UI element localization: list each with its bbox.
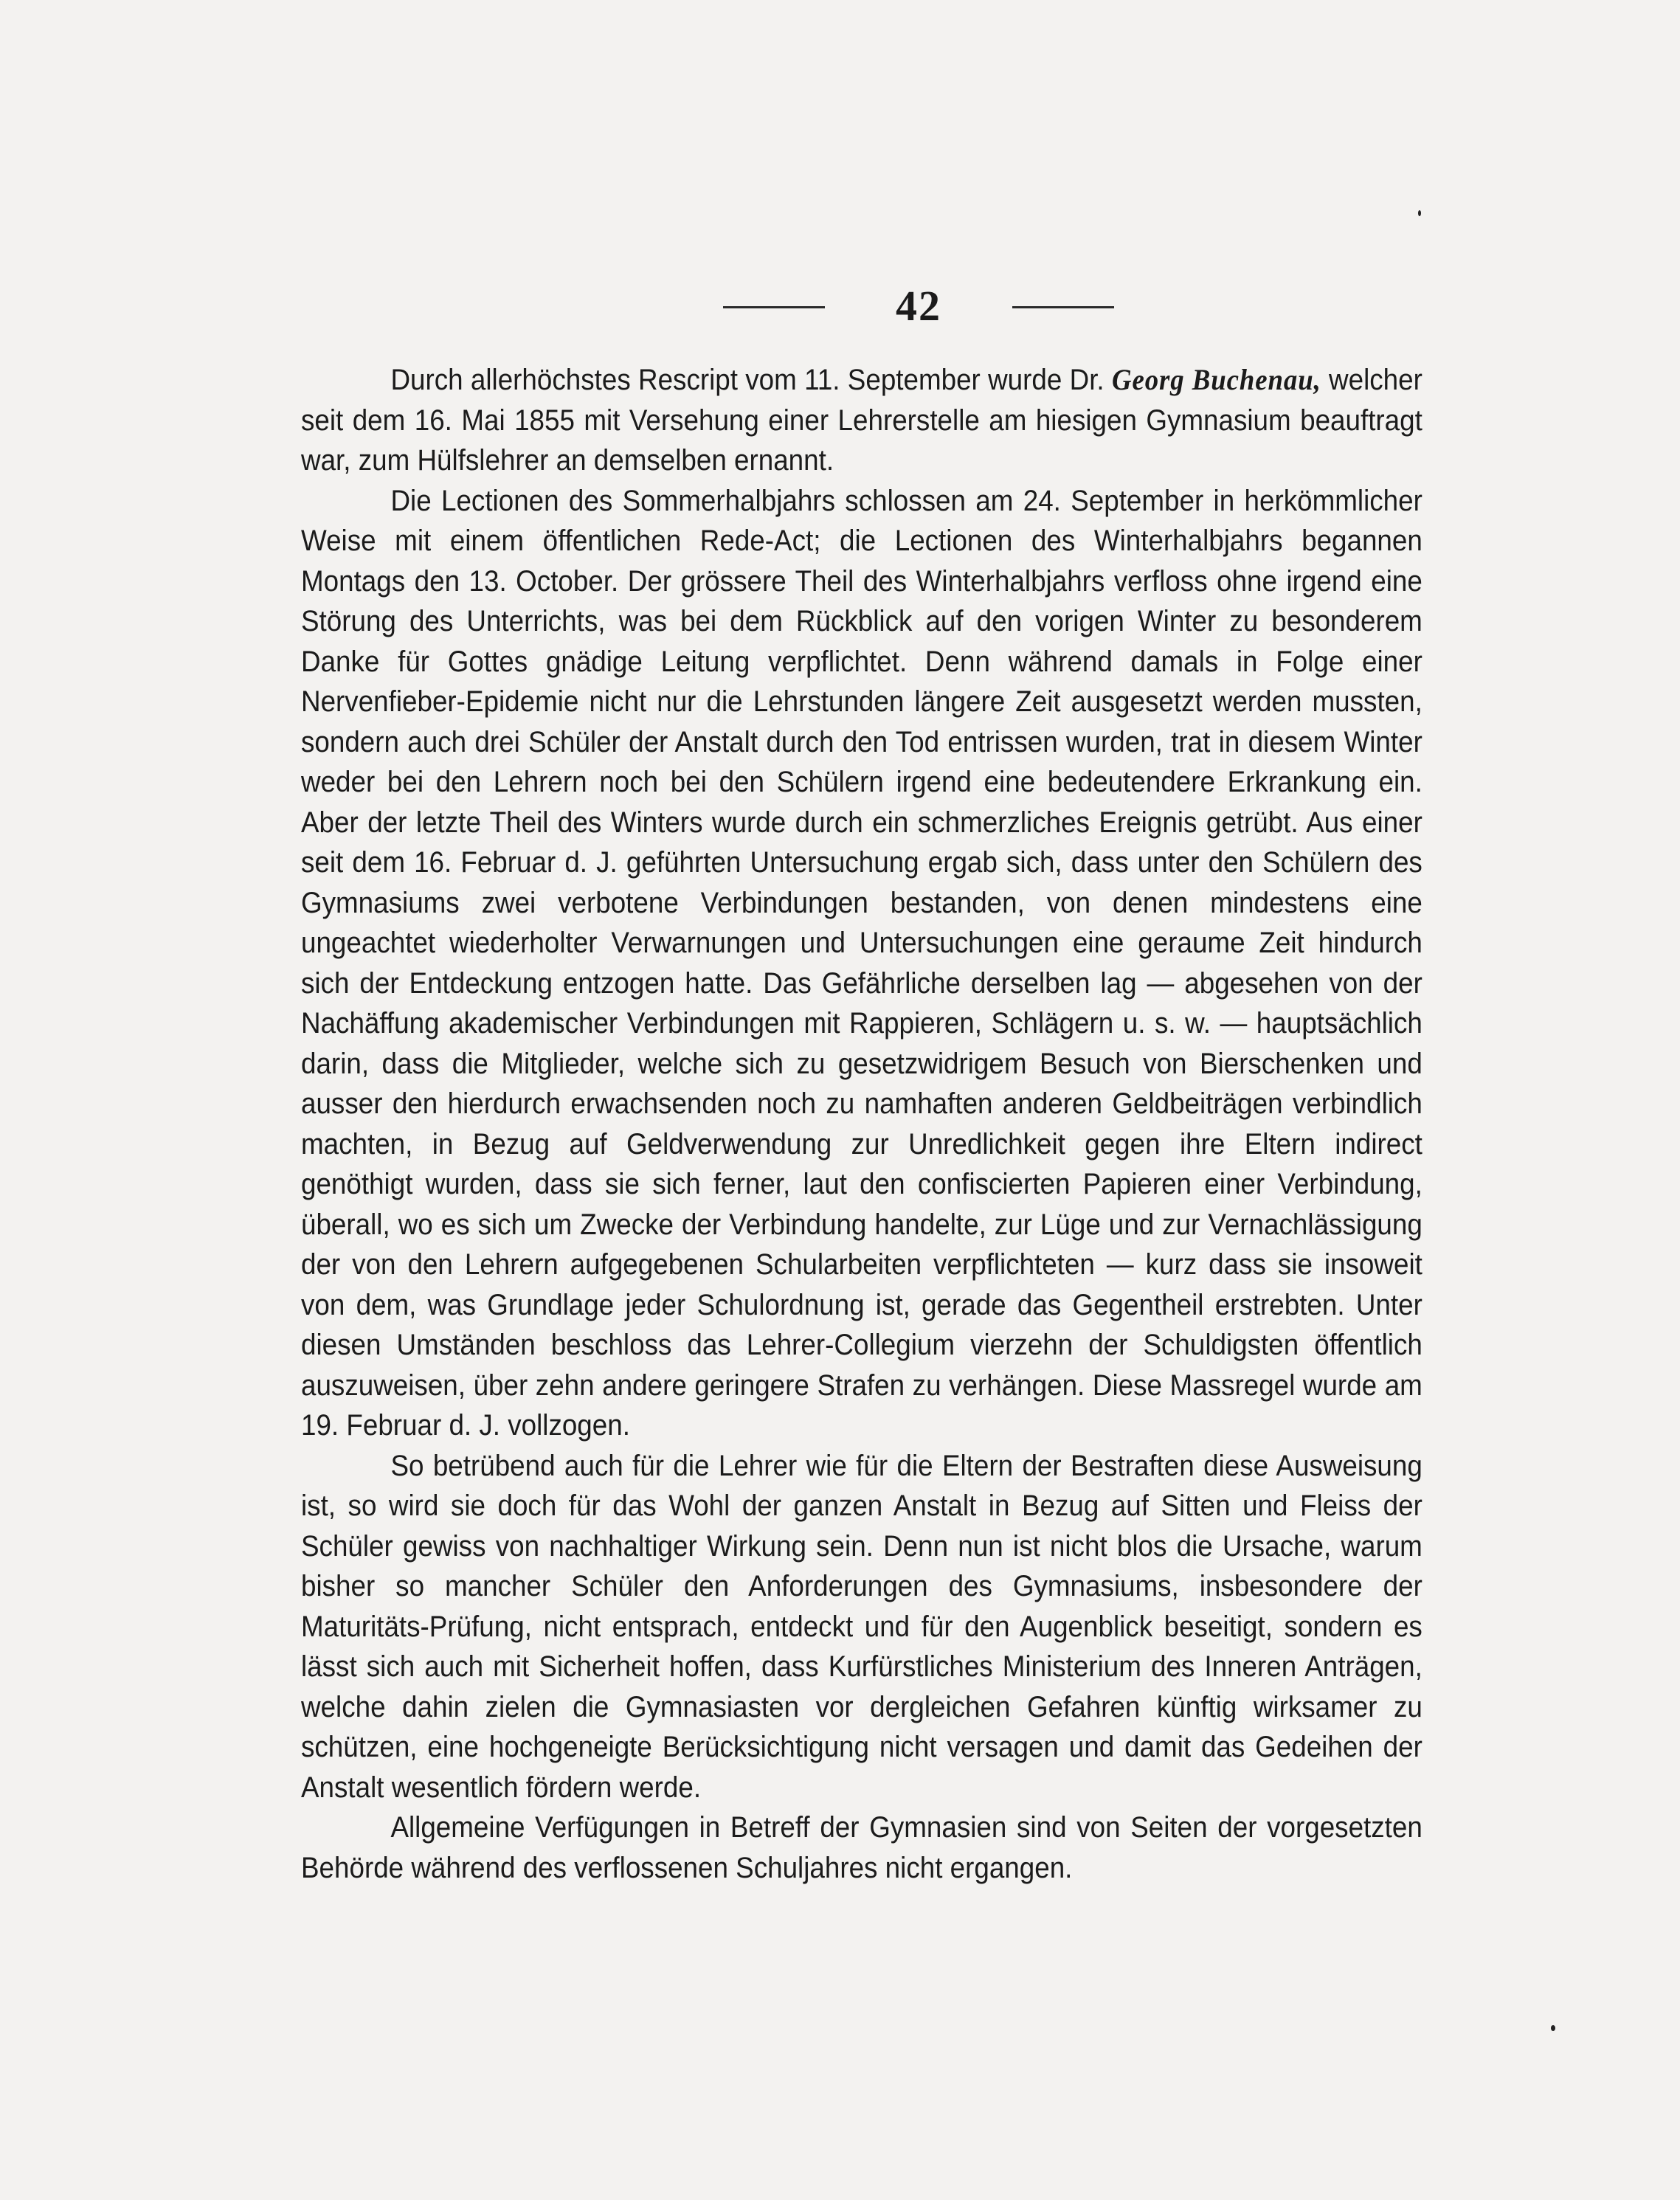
paragraph-appointment-rest: welcher seit dem 16. Mai 1855 mit Versehung einer Lehrerstelle am hiesigen Gymnasium beauftragt war, zum Hülfslehrer an demselben ernannt. bbox=[301, 364, 1423, 477]
header-rule-right bbox=[1012, 306, 1114, 308]
paragraph-lessons: Die Lectionen des Sommerhalbjahrs schlossen am 24. September in herkömmlicher Weise mit einem öffentlichen Rede-Act; die Lectionen des Winterhalbjahrs begannen Montags den 13. October. Der grössere Theil des Winterhalbjahrs verfloss ohne irgend eine Störung des Unterrichts, was bei dem Rückblick auf den vorigen Winter zu besonderem Danke für Gottes gnädige Leitung verpflichtet. Denn während damals in Folge einer Nervenfieber-Epidemie nicht nur die Lehrstunden längere Zeit ausgesetzt werden mussten, sondern auch drei Schüler der Anstalt durch den Tod entrissen wurden, trat in diesem Winter weder bei den Lehrern noch bei den Schülern irgend eine bedeutendere Erkrankung ein. Aber der letzte Theil des Winters wurde durch ein schmerzliches Ereignis getrübt. Aus einer seit dem 16. Februar d. J. geführten Untersuchung ergab sich, dass unter den Schülern des Gymnasiums zwei verbotene Verbindungen bestanden, von denen mindestens eine ungeachtet wiederholter Verwarnungen und Untersuchungen eine geraume Zeit hindurch sich der Entdeckung entzogen hatte. Das Gefährliche derselben lag — abgesehen von der Nachäffung akademischer Verbindungen mit Rappieren, Schlägern u. s. w. — hauptsächlich darin, dass die Mitglieder, welche sich zu gesetzwidrigem Besuch von Bierschenken und ausser den hierdurch erwachsenden noch zu namhaften anderen Geldbeiträgen verbindlich machten, in Bezug auf Geldverwendung zur Unredlichkeit gegen ihre Eltern indirect genöthigt wurden, dass sie sich ferner, laut den confiscierten Papieren einer Verbindung, überall, wo es sich um Zwecke der Verbindung handelte, zur Lüge und zur Vernachlässigung der von den Lehrern aufgegebenen Schularbeiten verpflichteten — kurz dass sie insoweit von dem, was Grundlage jeder Schulordnung ist, gerade das Gegentheil erstrebten. Unter diesen Umständen beschloss das Lehrer-Collegium vierzehn der Schuldigsten öffentlich auszuweisen, über zehn andere geringere Strafen zu verhängen. Diese Massregel wurde am 19. Februar d. J. vollzogen. bbox=[301, 484, 1423, 1442]
paper-speck bbox=[1551, 2025, 1555, 2031]
paragraph-expulsion-effects: So betrübend auch für die Lehrer wie für die Eltern der Bestraften diese Ausweisung ist, so wird sie doch für das Wohl der ganzen Anstalt in Bezug auf Sitten und Fleiss der Schüler gewiss von nachhaltiger Wirkung sein. Denn nun ist nicht blos die Ursache, warum bisher so mancher Schüler den Anforderungen des Gymnasiums, insbesondere der Maturitäts-Prüfung, nicht entsprach, entdeckt und für den Augenblick beseitigt, sondern es lässt sich auch mit Sicherheit hoffen, dass Kurfürstliches Ministerium des Inneren Anträgen, welche dahin zielen die Gymnasiasten vor dergleichen Gefahren künftig wirksamer zu schützen, eine hochgeneigte Berücksichtigung nicht versagen und damit das Gedeihen der Anstalt wesentlich fördern werde. bbox=[301, 1449, 1423, 1804]
paper-speck bbox=[1418, 210, 1421, 216]
paragraph-appointment bbox=[301, 360, 1423, 481]
header-rule-left bbox=[723, 306, 825, 308]
body-text bbox=[301, 360, 1423, 1888]
paragraph-general-orders: Allgemeine Verfügungen in Betreff der Gymnasien sind von Seiten der vorgesetzten Behörde während des verflossenen Schuljahres nicht ergangen. bbox=[301, 1811, 1423, 1884]
paragraph-appointment-lead: Durch allerhöchstes Rescript vom 11. September wurde Dr. bbox=[390, 364, 1112, 396]
page-header bbox=[0, 280, 1680, 332]
page-number: 42 bbox=[896, 282, 941, 330]
teacher-name: Georg Buchenau, bbox=[1111, 363, 1321, 396]
